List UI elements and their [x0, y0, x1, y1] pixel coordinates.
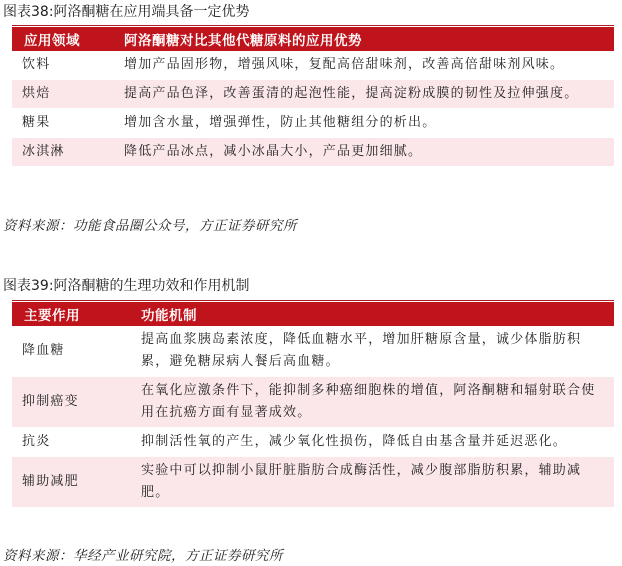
row-field: 抑制癌变 [12, 377, 129, 428]
table39-header-field: 主要作用 [12, 302, 129, 326]
row-advantage: 增加含水量，增强弹性，防止其他糖组分的析出。 [112, 109, 614, 138]
row-field: 糖果 [12, 109, 112, 138]
table38 [12, 27, 614, 167]
table39-header-mechanism: 功能机制 [129, 302, 614, 326]
row-advantage: 增加产品固形物，增强风味，复配高倍甜味剂，改善高倍甜味剂风味。 [112, 51, 614, 80]
row-advantage: 提高产品色泽，改善蛋清的起泡性能，提高淀粉成膜的韧性及拉伸强度。 [112, 80, 614, 109]
table-row [12, 428, 614, 457]
row-field: 降血糖 [12, 326, 129, 377]
row-mechanism: 抑制活性氧的产生，减少氧化性损伤，降低自由基含量并延迟恶化。 [129, 428, 614, 457]
table38-header-field: 应用领域 [12, 27, 112, 51]
table38-title: 图表38:阿洛酮糖在应用端具备一定优势 [3, 4, 250, 20]
row-field: 抗炎 [12, 428, 129, 457]
table-row [12, 80, 614, 109]
row-field: 辅助减肥 [12, 457, 129, 508]
row-field: 冰淇淋 [12, 138, 112, 167]
table-row [12, 51, 614, 80]
table39-header-row [12, 302, 614, 326]
table38-header-advantage: 阿洛酮糖对比其他代糖原料的应用优势 [112, 27, 614, 51]
row-mechanism: 在氧化应激条件下，能抑制多种癌细胞株的增值，阿洛酮糖和辐射联合使用在抗癌方面有显著成效。 [129, 377, 614, 428]
table39-title: 图表39:阿洛酮糖的生理功效和作用机制 [3, 278, 250, 294]
table-row [12, 109, 614, 138]
table-row [12, 377, 614, 428]
row-mechanism: 提高血浆胰岛素浓度，降低血糖水平，增加肝糖原含量，诚少体脂肪积累，避免糖尿病人餐后高血糖。 [129, 326, 614, 377]
table38-source: 资料来源：功能食品圈公众号，方正证券研究所 [3, 218, 297, 234]
table-row [12, 326, 614, 377]
table39 [12, 302, 614, 508]
row-advantage: 降低产品冰点，减小冰晶大小，产品更加细腻。 [112, 138, 614, 167]
row-field: 饮料 [12, 51, 112, 80]
table38-header-row [12, 27, 614, 51]
table39-top-rule [12, 300, 614, 301]
table38-top-rule [12, 25, 614, 26]
table39-source: 资料来源：华经产业研究院，方正证券研究所 [3, 548, 283, 564]
table-row [12, 138, 614, 167]
row-field: 烘焙 [12, 80, 112, 109]
table-row [12, 457, 614, 508]
row-mechanism: 实验中可以抑制小鼠肝脏脂肪合成酶活性，减少腹部脂肪积累，辅助减肥。 [129, 457, 614, 508]
